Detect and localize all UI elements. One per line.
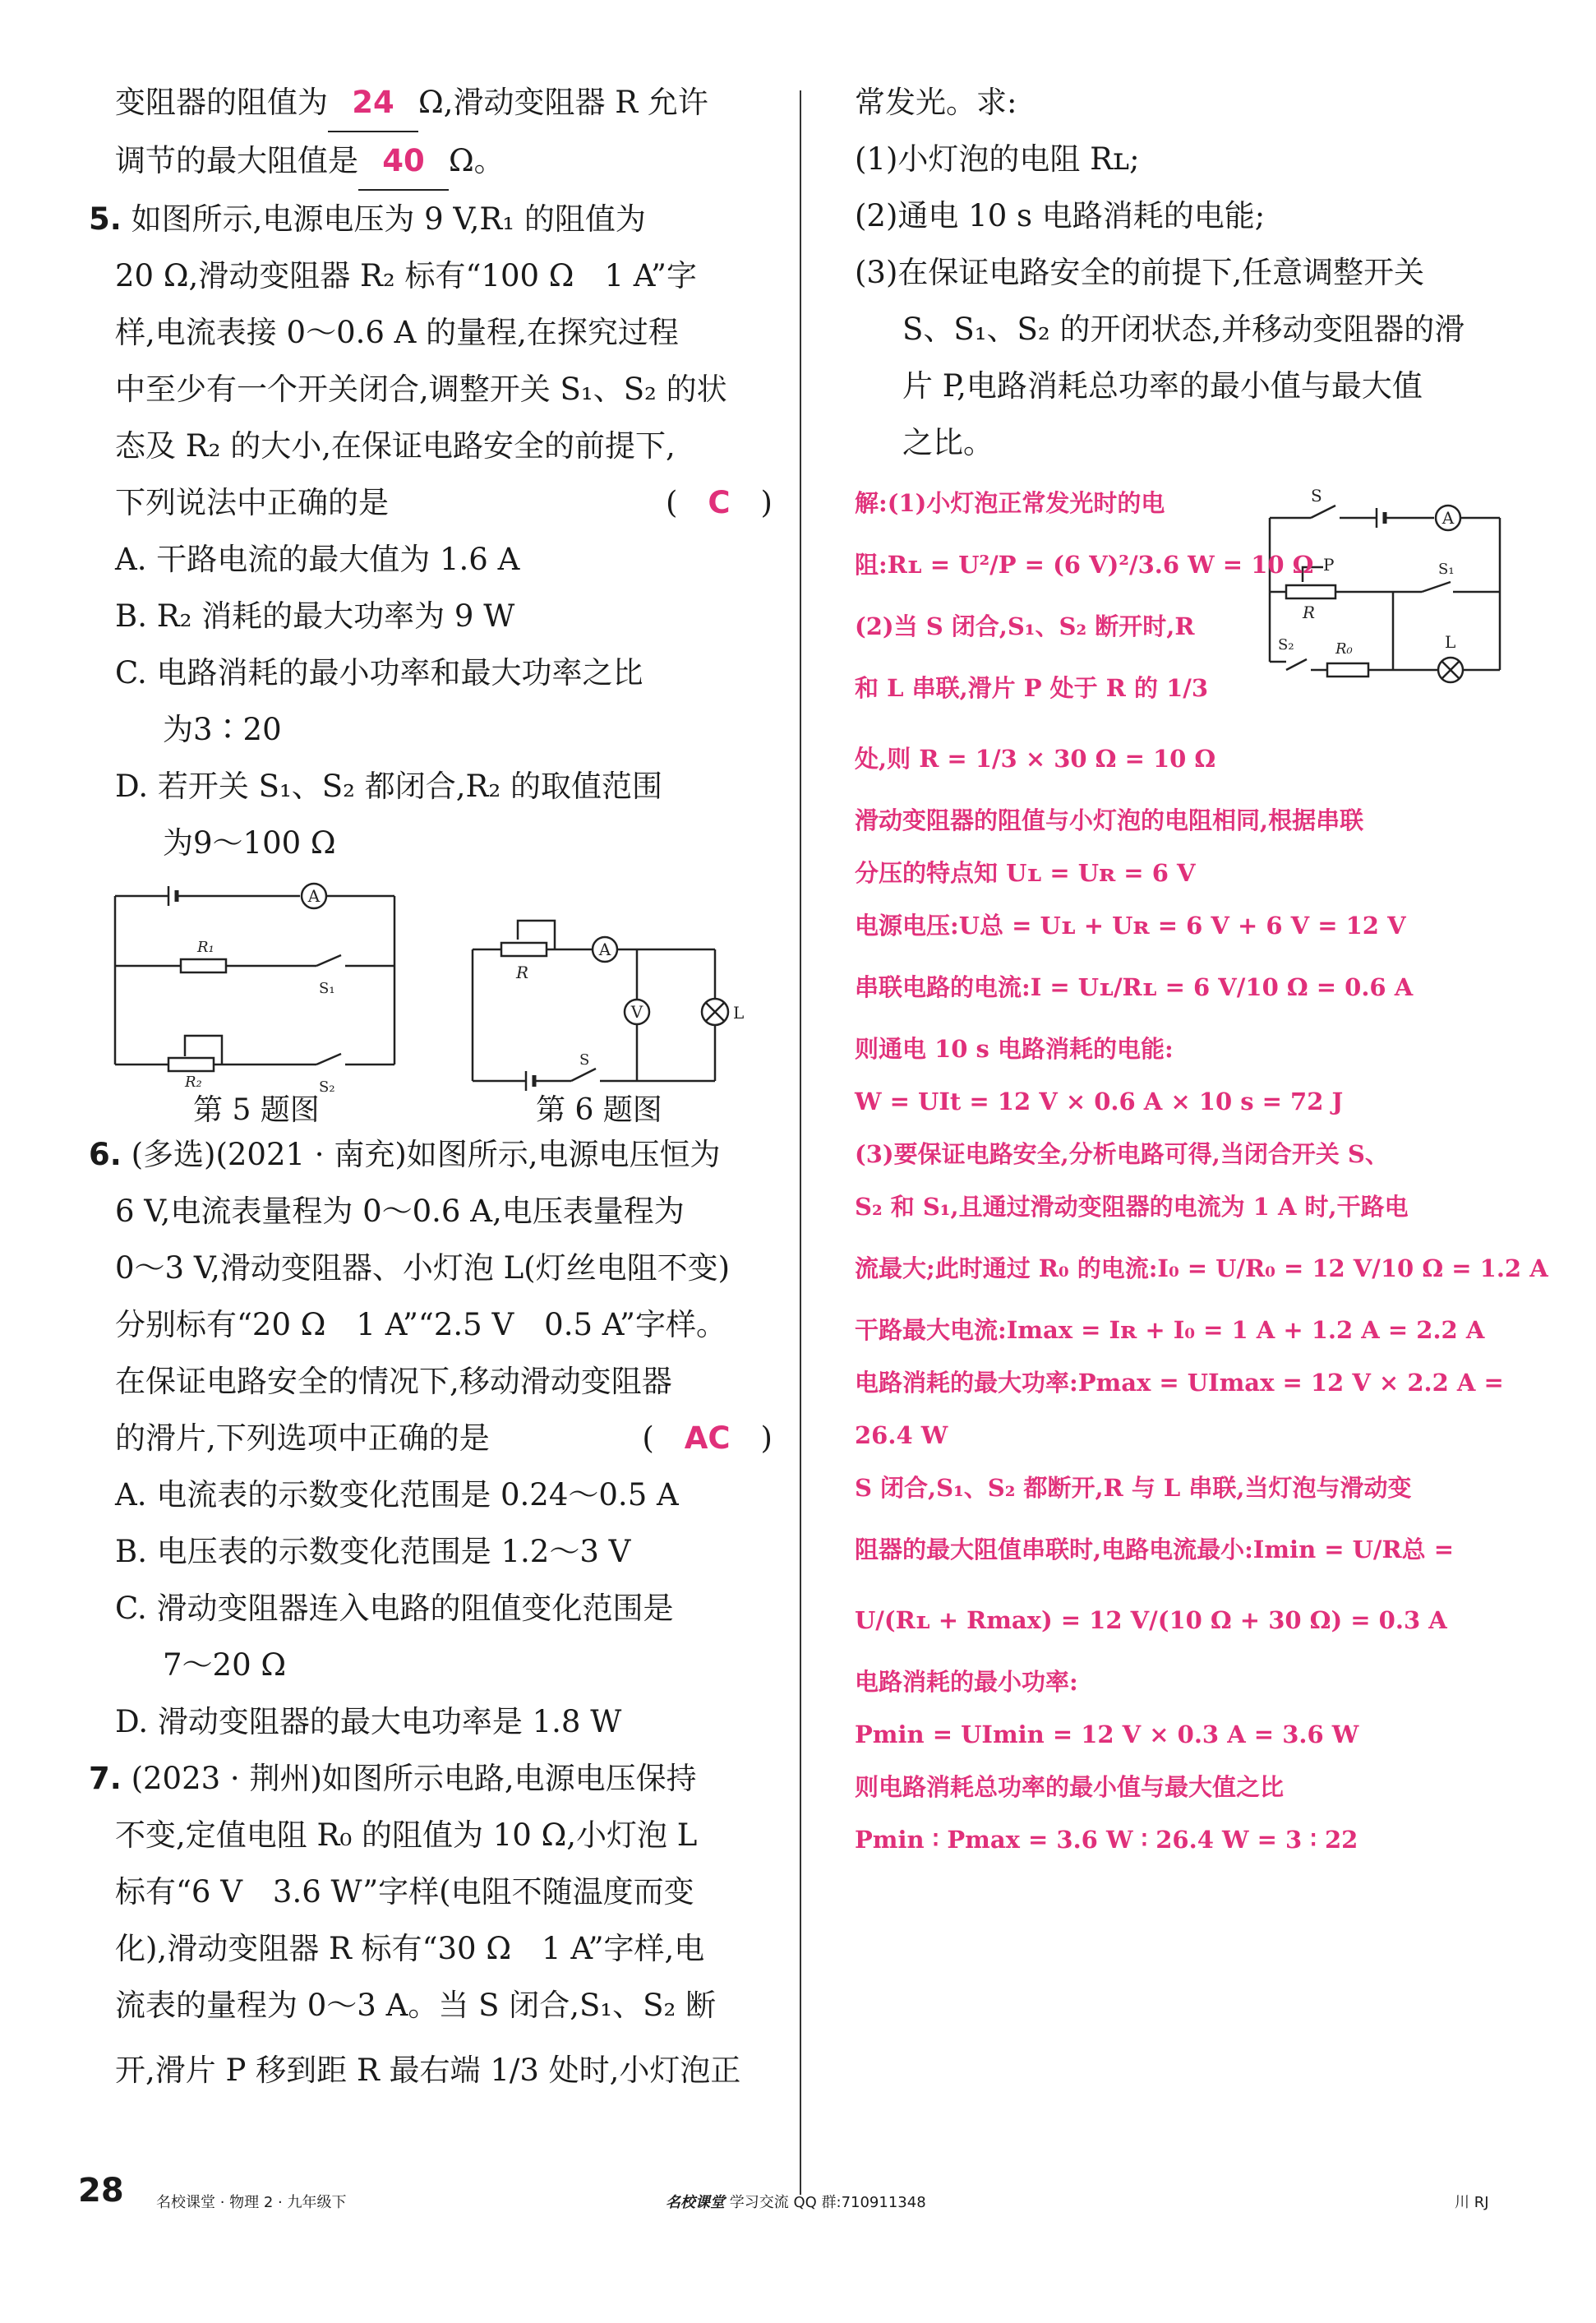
- solution-line: 电源电压:U总 = Uʟ + Uʀ = 6 V + 6 V = 12 V: [855, 912, 1406, 940]
- text: (多选)(2021 · 南充)如图所示,电源电压恒为: [131, 1137, 721, 1172]
- solution-line: S₂ 和 S₁,且通过滑动变阻器的电流为 1 A 时,干路电: [855, 1193, 1409, 1221]
- solution-line: 26.4 W: [855, 1421, 948, 1449]
- q7-sub-3: [855, 244, 1496, 301]
- ammeter-label: A: [598, 940, 611, 959]
- solution-line: 干路最大电流:Imax = Iʀ + I₀ = 1 A + 1.2 A = 2.2 A: [855, 1316, 1485, 1344]
- q4-tail-line-1: [115, 74, 773, 132]
- q7-sub-2: [855, 187, 1496, 244]
- solution-line: (3)要保证电路安全,分析电路可得,当闭合开关 S、: [855, 1140, 1389, 1168]
- q6-answer-choice[interactable]: AC: [684, 1420, 731, 1456]
- q6-line: [115, 1353, 773, 1410]
- q5-option-c[interactable]: [115, 644, 773, 701]
- text: 如图所示,电源电压为 9 V,R₁ 的阻值为: [131, 201, 646, 237]
- lamp-label: L: [733, 1003, 745, 1023]
- figure-5-circuit: [107, 886, 403, 1096]
- q4-tail-line-2: [115, 132, 773, 191]
- solution-line: (2)当 S 闭合,S₁、S₂ 断开时,R: [855, 612, 1195, 640]
- q7-sub-1: [855, 131, 1496, 187]
- text: S、S₁、S₂ 的开闭状态,并移动变阻器的滑: [902, 312, 1465, 347]
- r2-label: R₂: [185, 1074, 202, 1091]
- text: Ω,滑动变阻器 R 允许: [418, 85, 708, 120]
- text: 为9～100 Ω: [163, 825, 336, 861]
- q5-line: [115, 418, 773, 474]
- text: (3)在保证电路安全的前提下,任意调整开关: [855, 255, 1425, 290]
- left-column: [89, 74, 773, 2108]
- q6-line: [115, 1410, 773, 1466]
- figure-5-caption: 第 5 题图: [193, 1093, 320, 1127]
- q7-line: [115, 1977, 773, 2034]
- q6-option-a[interactable]: [115, 1466, 773, 1523]
- solution-line: 则通电 10 s 电路消耗的电能:: [855, 1035, 1174, 1063]
- book-title: 名校课堂 · 物理 2 · 九年级下: [156, 2194, 347, 2211]
- text: D. 若开关 S₁、S₂ 都闭合,R₂ 的取值范围: [115, 769, 662, 804]
- q6-line: [115, 1183, 773, 1240]
- column-divider: [800, 90, 801, 2195]
- text: 调节的最大阻值是: [115, 143, 358, 178]
- solution-line: 和 L 串联,滑片 P 处于 R 的 1/3: [855, 674, 1209, 702]
- text: 为3∶20: [163, 712, 282, 747]
- r-label: R: [1303, 603, 1316, 622]
- s-label: S: [579, 1051, 590, 1069]
- q7-sub-3-cont: [855, 414, 1496, 471]
- solution-line: 滑动变阻器的阻值与小灯泡的电阻相同,根据串联: [855, 806, 1364, 834]
- text: 6 V,电流表量程为 0～0.6 A,电压表量程为: [115, 1194, 685, 1229]
- page-number: 28: [78, 2172, 124, 2210]
- text: 化),滑动变阻器 R 标有“30 Ω 1 A”字样,电: [115, 1931, 705, 1966]
- solution-line: 电路消耗的最小功率:: [855, 1668, 1078, 1696]
- q5-line: [115, 304, 773, 361]
- voltmeter-label: V: [630, 1002, 643, 1022]
- text: A. 电流表的示数变化范围是 0.24～0.5 A: [115, 1477, 679, 1512]
- q6-option-c[interactable]: [115, 1580, 773, 1637]
- q7-cont-line: [855, 74, 1496, 131]
- q5-option-d-cont: [115, 815, 773, 871]
- q5-line: [89, 191, 773, 247]
- text: 在保证电路安全的情况下,移动滑动变阻器: [115, 1364, 672, 1399]
- q6-option-c-cont: [115, 1637, 773, 1693]
- edition-tag: 川 RJ: [1455, 2194, 1489, 2211]
- text: 分别标有“20 Ω 1 A”“2.5 V 0.5 A”字样。: [115, 1307, 727, 1342]
- q6-line: [115, 1296, 773, 1353]
- q5-option-c-cont: [115, 701, 773, 758]
- text: C. 滑动变阻器连入电路的阻值变化范围是: [115, 1591, 674, 1626]
- q6-option-b[interactable]: [115, 1523, 773, 1580]
- solution-line: 则电路消耗总功率的最小值与最大值之比: [855, 1773, 1285, 1801]
- text: 常发光。求:: [855, 85, 1017, 120]
- s1-label: S₁: [319, 980, 335, 997]
- ammeter-label: A: [1441, 508, 1455, 528]
- solution-line: 解:(1)小灯泡正常发光时的电: [855, 489, 1165, 517]
- q7-line: [115, 2034, 773, 2108]
- q6-line: [115, 1240, 773, 1296]
- solution-line: W = UIt = 12 V × 0.6 A × 10 s = 72 J: [855, 1088, 1344, 1115]
- text: 下列说法中正确的是: [115, 485, 389, 520]
- question-7: [89, 1750, 773, 2108]
- q7-sub-3-cont: [855, 301, 1496, 358]
- text: 的滑片,下列选项中正确的是: [115, 1420, 490, 1456]
- r-label: R: [516, 963, 529, 982]
- q5-number: 5.: [89, 201, 122, 237]
- s2-label: S₂: [319, 1078, 335, 1096]
- solution-line: Pmin ∶ Pmax = 3.6 W ∶ 26.4 W = 3 ∶ 22: [855, 1826, 1358, 1854]
- text: (2)通电 10 s 电路消耗的电能;: [855, 198, 1266, 233]
- ammeter-label: A: [307, 886, 321, 906]
- figures-row: [115, 871, 773, 1126]
- q5-line: [115, 247, 773, 304]
- solution-line: 流最大;此时通过 R₀ 的电流:I₀ = U/R₀ = 12 V/10 Ω = 1.2 A: [855, 1254, 1548, 1282]
- text: 开,滑片 P 移到距 R 最右端 1/3 处时,小灯泡正: [115, 2053, 741, 2088]
- text: (2023 · 荆州)如图所示电路,电源电压保持: [131, 1761, 697, 1796]
- figure-6-caption: 第 6 题图: [536, 1093, 662, 1127]
- solution-line: U/(Rʟ + Rmax) = 12 V/(10 Ω + 30 Ω) = 0.3 A: [855, 1606, 1447, 1634]
- q6-answer: ( AC ): [642, 1420, 773, 1456]
- text: 不变,定值电阻 R₀ 的阻值为 10 Ω,小灯泡 L: [115, 1817, 698, 1853]
- text: Ω。: [449, 143, 505, 178]
- q7-line: [115, 1920, 773, 1977]
- text: 标有“6 V 3.6 W”字样(电阻不随温度而变: [115, 1874, 694, 1910]
- brand-logo: 名校课堂: [666, 2194, 725, 2211]
- text: 7～20 Ω: [163, 1647, 287, 1683]
- r0-label: R₀: [1335, 640, 1353, 658]
- solution-line: Pmin = UImin = 12 V × 0.3 A = 3.6 W: [855, 1720, 1359, 1748]
- q7-number: 7.: [89, 1761, 122, 1796]
- right-column: [855, 74, 1496, 471]
- text: A. 干路电流的最大值为 1.6 A: [115, 542, 520, 577]
- text: D. 滑动变阻器的最大电功率是 1.8 W: [115, 1704, 622, 1739]
- solution-line: 串联电路的电流:I = Uʟ/Rʟ = 6 V/10 Ω = 0.6 A: [855, 973, 1414, 1001]
- q5-answer: ( C ): [665, 485, 773, 520]
- text: 片 P,电路消耗总功率的最小值与最大值: [902, 368, 1423, 404]
- text: 流表的量程为 0～3 A。当 S 闭合,S₁、S₂ 断: [115, 1988, 717, 2023]
- answer-blank-2[interactable]: 40: [358, 132, 449, 191]
- solution-line: S 闭合,S₁、S₂ 都断开,R 与 L 串联,当灯泡与滑动变: [855, 1474, 1412, 1502]
- q5-answer-choice[interactable]: C: [708, 485, 731, 520]
- solution-line: 电路消耗的最大功率:Pmax = UImax = 12 V × 2.2 A =: [855, 1369, 1504, 1397]
- text: 样,电流表接 0～0.6 A 的量程,在探究过程: [115, 315, 679, 350]
- q5-option-a[interactable]: [115, 531, 773, 588]
- solution-block: [855, 477, 1548, 1866]
- text: 中至少有一个开关闭合,调整开关 S₁、S₂ 的状: [115, 372, 727, 407]
- p-label: P: [1323, 555, 1335, 575]
- lamp-label: L: [1445, 632, 1456, 652]
- qq-group: 学习交流 QQ 群:710911348: [729, 2194, 926, 2211]
- text: C. 电路消耗的最小功率和最大功率之比: [115, 655, 643, 690]
- question-5: [89, 191, 773, 871]
- figure-6-circuit: [468, 917, 748, 1097]
- text: 之比。: [902, 425, 994, 460]
- text: B. 电压表的示数变化范围是 1.2～3 V: [115, 1534, 631, 1569]
- q7-line: [89, 1750, 773, 1807]
- q5-option-b[interactable]: [115, 588, 773, 644]
- s-label: S: [1311, 486, 1322, 506]
- q6-option-d[interactable]: [115, 1693, 773, 1750]
- text: 变阻器的阻值为: [115, 85, 328, 120]
- question-6: [89, 1126, 773, 1750]
- answer-blank-1[interactable]: 24: [328, 74, 418, 132]
- q5-line: [115, 361, 773, 418]
- solution-line: 阻器的最大阻值串联时,电路电流最小:Imin = U/R总 =: [855, 1536, 1455, 1563]
- solution-line: 阻:Rʟ = U²/P = (6 V)²/3.6 W = 10 Ω: [855, 551, 1314, 579]
- solution-line: 分压的特点知 Uʟ = Uʀ = 6 V: [855, 859, 1196, 887]
- q6-line: [89, 1126, 773, 1183]
- text: (1)小灯泡的电阻 Rʟ;: [855, 141, 1140, 177]
- text: 态及 R₂ 的大小,在保证电路安全的前提下,: [115, 428, 676, 464]
- q7-line: [115, 1807, 773, 1863]
- r1-label: R₁: [197, 939, 214, 956]
- q6-number: 6.: [89, 1137, 122, 1172]
- solution-line: 处,则 R = 1/3 × 30 Ω = 10 Ω: [855, 745, 1216, 773]
- q7-line: [115, 1863, 773, 1920]
- q5-option-d[interactable]: [115, 758, 773, 815]
- brand-footer: [666, 2191, 926, 2212]
- text: 0～3 V,滑动变阻器、小灯泡 L(灯丝电阻不变): [115, 1250, 731, 1286]
- text: B. R₂ 消耗的最大功率为 9 W: [115, 598, 515, 634]
- q5-line: [115, 474, 773, 531]
- s2-label: S₂: [1278, 636, 1294, 653]
- s1-label: S₁: [1438, 561, 1455, 578]
- q7-sub-3-cont: [855, 358, 1496, 414]
- text: 20 Ω,滑动变阻器 R₂ 标有“100 Ω 1 A”字: [115, 258, 697, 293]
